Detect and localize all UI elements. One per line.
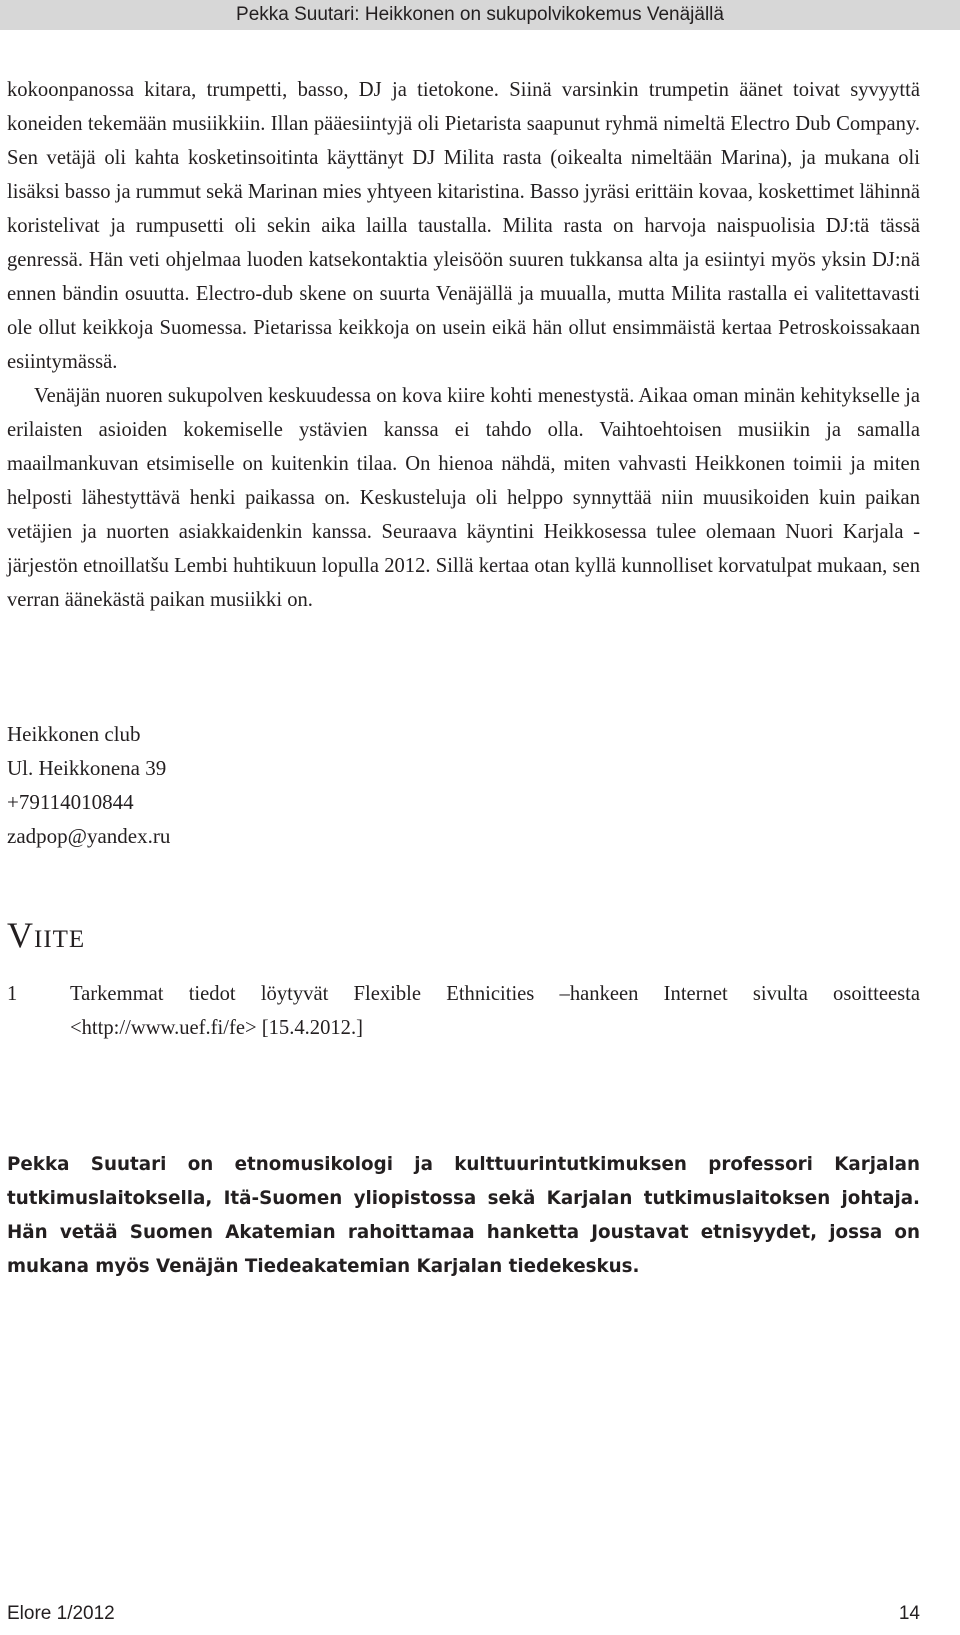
paragraph: kokoonpanossa kitara, trumpetti, basso, DJ ja tietokone. Siinä varsinkin trumpetin äänet toivat syvyyttä koneiden tekemään musiikkiin. Illan pääesiintyjä oli Pietarista saapunut ryhmä nimeltä Electro Dub Company. Sen vetäjä oli kahta kosketinsoitinta käyttänyt DJ Milita rasta (oikealta nimeltään Marina), ja mukana oli lisäksi basso ja rummut sekä Marinan mies yhtyeen kitaristina. Basso jyräsi erittäin kovaa, koskettimet lähinnä koristelivat ja rumpusetti oli sekin aika lailla taustalla. Milita rasta on harvoja naispuolisia DJ:tä tässä genressä. Hän veti ohjelmaa luoden katsekontaktia yleisöön suuren tukkansa alta ja esiintyi myös yksin DJ:nä ennen bändin osuutta. Electro-dub skene on suurta Venäjällä ja muualla, mutta Milita rastalla ei valitettavasti ole ollut keikkoja Suomessa. Pietarissa keikkoja on usein eikä hän ollut ensimmäistä kertaa Petroskoissakaan esiintymässä. [7,79,920,373]
contact-address: Ul. Heikkonena 39 [7,756,167,780]
footnote-number: 1 [7,983,18,1005]
running-header [0,0,960,30]
contact-name: Heikkonen club [7,722,141,746]
paragraph: Venäjän nuoren sukupolven keskuudessa on kova kiire kohti menestystä. Aikaa oman minän kehitykselle ja erilaisten asioiden kokemiselle ystävien kanssa ei tahdo olla. Vaihtoehtoisen musiikin ja samalla maailmankuvan etsimiselle on kuitenkin tilaa. On hienoa nähdä, miten vahvasti Heikkonen toimii ja miten helposti lähestyttävä henki paikassa on. Keskusteluja oli helppo synnyttää niin muusikoiden kuin paikan vetäjien ja nuorten asiakkaidenkin kanssa. Seuraava käyntini Heikkosessa tulee olemaan Nuori Karjala -järjestön etnoillatšu Lembi huhtikuun lopulla 2012. Sillä kertaa otan kyllä kunnolliset korvatulpat mukaan, sen verran äänekästä paikan musiikki on. [7,385,920,611]
notes-heading: Viite [7,915,86,955]
article-body [7,73,920,617]
contact-email: zadpop@yandex.ru [7,824,171,848]
footnote [7,977,920,1045]
page-number: 14 [898,1603,920,1624]
footnote-text: Tarkemmat tiedot löytyvät Flexible Ethnicities –hankeen Internet sivulta osoitteesta <http://www.uef.fi/fe> [15.4.2012.] [70,983,920,1039]
author-bio: Pekka Suutari on etnomusikologi ja kulttuurintutkimuksen professori Karjalan tutkimuslaitoksella, Itä-Suomen yliopistossa sekä Karjalan tutkimuslaitoksen johtaja. Hän vetää Suomen Akatemian rahoittamaa hanketta Joustavat etnisyydet, jossa on mukana myös Venäjän Tiedeakatemian Karjalan tiedekeskus. [7,1154,920,1277]
running-title: Pekka Suutari: Heikkonen on sukupolvikokemus Venäjällä [236,4,724,25]
contact-block [7,717,170,853]
journal-issue: Elore 1/2012 [7,1603,115,1624]
contact-phone: +79114010844 [7,790,134,814]
